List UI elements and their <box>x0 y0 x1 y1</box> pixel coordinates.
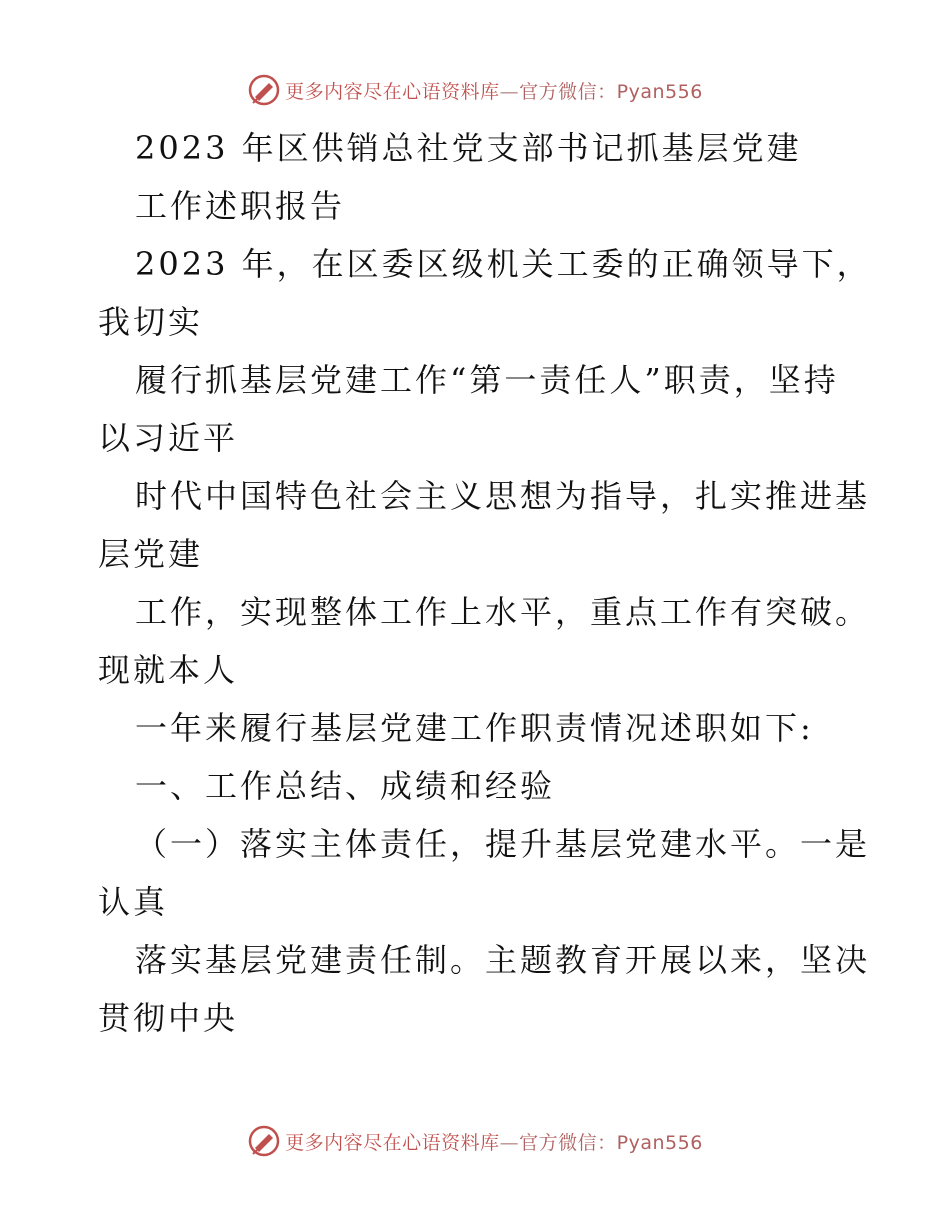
doc-title-line-1: 2023 年区供销总社党支部书记抓基层党建 <box>135 129 802 167</box>
watermark-separator: — <box>499 80 520 103</box>
watermark-footer <box>0 1121 950 1161</box>
doc-paragraph-line: 工作，实现整体工作上水平，重点工作有突破。 <box>135 593 871 631</box>
doc-paragraph-line: 层党建 <box>98 535 204 573</box>
doc-paragraph-line: 时代中国特色社会主义思想为指导，扎实推进基 <box>135 477 871 515</box>
watermark-main-text: 更多内容尽在心语资料库 <box>285 1131 500 1154</box>
watermark-header <box>0 70 950 110</box>
doc-paragraph-line: 认真 <box>98 883 169 921</box>
pen-logo-icon <box>247 1124 281 1158</box>
doc-paragraph-line: 履行抓基层党建工作“第一责任人”职责，坚持 <box>135 361 839 399</box>
doc-title-line-2: 工作述职报告 <box>135 187 346 225</box>
doc-paragraph-line: 落实基层党建责任制。主题教育开展以来，坚决 <box>135 941 871 979</box>
doc-paragraph-line: 2023 年，在区委区级机关工委的正确领导下， <box>135 245 872 283</box>
watermark-separator: — <box>499 1131 520 1154</box>
doc-paragraph-line: 一年来履行基层党建工作职责情况述职如下: <box>135 709 814 747</box>
doc-section-heading: 一、工作总结、成绩和经验 <box>135 767 556 805</box>
doc-paragraph-line: 现就本人 <box>98 651 239 689</box>
doc-paragraph-line: 以习近平 <box>98 419 239 457</box>
watermark-text <box>285 77 703 104</box>
watermark-text <box>285 1128 703 1155</box>
pen-logo-icon <box>247 73 281 107</box>
doc-paragraph-line: （一）落实主体责任，提升基层党建水平。一是 <box>135 825 871 863</box>
doc-paragraph-line: 我切实 <box>98 303 204 341</box>
doc-paragraph-line: 贯彻中央 <box>98 999 239 1037</box>
watermark-main-text: 更多内容尽在心语资料库 <box>285 80 500 103</box>
watermark-sub-text: 官方微信：Pyan556 <box>519 1131 703 1154</box>
watermark-sub-text: 官方微信：Pyan556 <box>519 80 703 103</box>
